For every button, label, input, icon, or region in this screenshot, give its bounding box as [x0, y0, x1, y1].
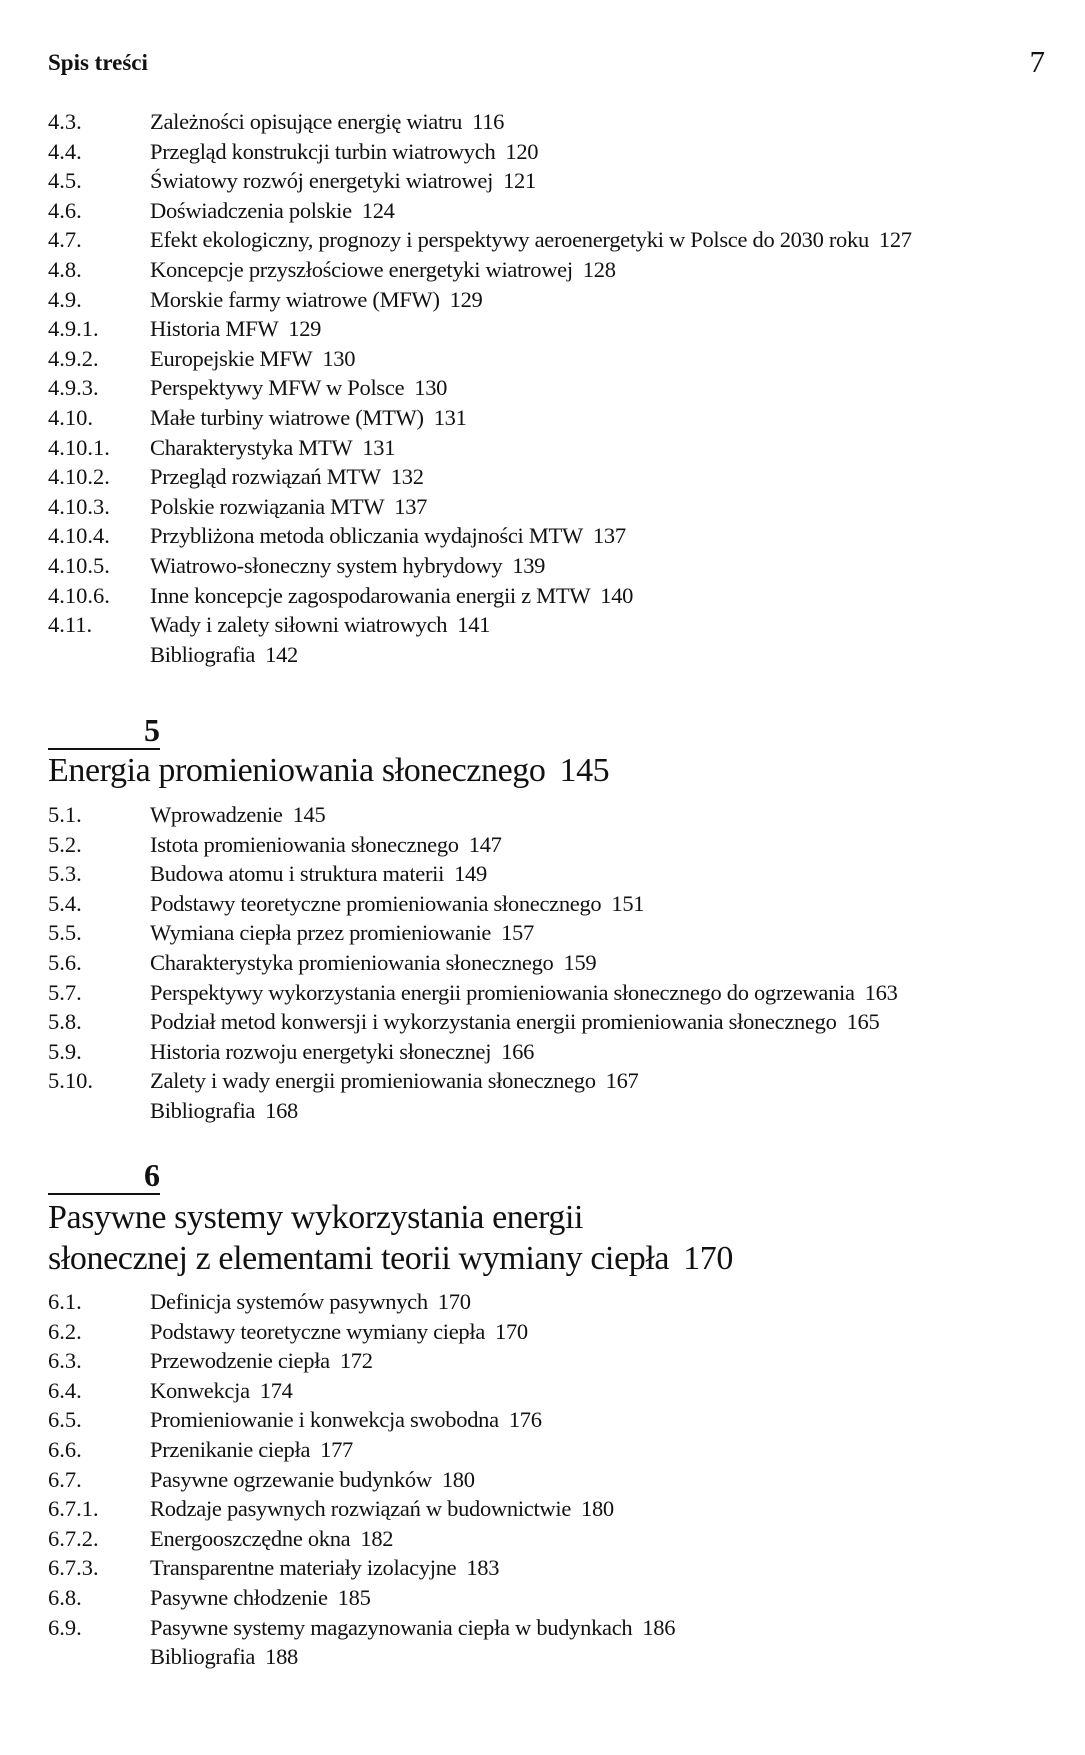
- toc-entry-number: 5.8.: [48, 1009, 82, 1035]
- toc-entry-title: Morskie farmy wiatrowe (MFW): [150, 286, 440, 312]
- toc-entry-title: Historia rozwoju energetyki słonecznej: [150, 1038, 492, 1064]
- toc-entry-text-wrap: [150, 978, 898, 1008]
- toc-entry: [48, 1066, 1048, 1096]
- toc-entry: [48, 918, 1048, 948]
- toc-entry-title: Pasywne systemy magazynowania ciepła w budynkach: [150, 1614, 633, 1640]
- toc-entry: [48, 978, 1048, 1008]
- chapter-6-marker: [48, 1153, 160, 1195]
- toc-entry-text-wrap: [150, 1287, 471, 1317]
- toc-entry-page: 132: [390, 464, 424, 490]
- toc-entry-title: Energooszczędne okna: [150, 1525, 351, 1551]
- toc-entry-page: 124: [361, 197, 395, 223]
- toc-entry-number: 4.10.5.: [48, 552, 110, 578]
- toc-entry-page: 159: [563, 949, 597, 975]
- toc-entry-number: 6.3.: [48, 1348, 82, 1374]
- toc-entry-page: 167: [605, 1068, 639, 1094]
- toc-entry-title: Wymiana ciepła przez promieniowanie: [150, 920, 492, 946]
- toc-entry-number: 6.1.: [48, 1289, 82, 1314]
- toc-entry: [48, 1007, 1048, 1037]
- toc-entry-text-wrap: [150, 255, 616, 285]
- toc-entry-title: Definicja systemów pasywnych: [150, 1289, 428, 1314]
- toc-entry-number: 4.10.4.: [48, 523, 110, 549]
- toc-entry-text-wrap: [150, 1553, 499, 1583]
- toc-entry-number: 5.9.: [48, 1038, 82, 1064]
- toc-entry-title: Istota promieniowania słonecznego: [150, 831, 459, 857]
- toc-entry-number: 4.10.1.: [48, 434, 110, 460]
- toc-entry-title: Przewodzenie ciepła: [150, 1348, 330, 1374]
- toc-entry: [48, 1583, 1048, 1613]
- chapter-6-number: 6: [144, 1157, 160, 1193]
- toc-entry-page: 186: [642, 1614, 676, 1640]
- toc-entry-number: 4.8.: [48, 256, 82, 282]
- toc-entry-text-wrap: [150, 1465, 475, 1495]
- toc-entry: [48, 859, 1048, 889]
- toc-entry-title: Bibliografia: [150, 1097, 256, 1123]
- toc-entry: [48, 581, 1048, 611]
- toc-entry: [48, 948, 1048, 978]
- toc-entry-title: Zależności opisujące energię wiatru: [150, 109, 463, 134]
- toc-entry: [48, 196, 1048, 226]
- toc-entry-text-wrap: [150, 1007, 879, 1037]
- toc-entry-title: Koncepcje przyszłościowe energetyki wiatrowej: [150, 256, 573, 282]
- toc-entry-text-wrap: [150, 1583, 371, 1613]
- toc-entry-number: 5.5.: [48, 920, 82, 946]
- toc-entry-page: 180: [581, 1496, 614, 1522]
- toc-section-chapter6: [48, 1287, 1048, 1672]
- toc-entry-page: 131: [433, 404, 467, 430]
- toc-entry-number: 4.5.: [48, 168, 82, 194]
- toc-entry-page: 147: [468, 831, 502, 857]
- toc-entry-number: 6.7.: [48, 1466, 82, 1492]
- toc-entry-number: 5.6.: [48, 949, 82, 975]
- toc-entry: [48, 551, 1048, 581]
- running-title: Spis treści: [48, 50, 148, 75]
- toc-entry-title: Historia MFW: [150, 316, 279, 342]
- toc-entry-page: 172: [339, 1348, 373, 1374]
- toc-entry-title: Podstawy teoretyczne promieniowania słonecznego: [150, 890, 602, 916]
- toc-entry-title: Inne koncepcje zagospodarowania energii z MTW: [150, 582, 591, 608]
- toc-entry-title: Pasywne chłodzenie: [150, 1584, 328, 1610]
- toc-entry-text-wrap: [150, 1435, 353, 1465]
- chapter-5-page: 145: [559, 752, 610, 789]
- toc-entry: [48, 521, 1048, 551]
- toc-entry-page: 170: [495, 1318, 528, 1344]
- toc-entry-title: Efekt ekologiczny, prognozy i perspektywy aeroenergetyki w Polsce do 2030 roku: [150, 227, 869, 253]
- toc-entry-page: 182: [360, 1525, 394, 1551]
- toc-entry-text-wrap: [150, 889, 644, 919]
- toc-entry-number: 6.7.1.: [48, 1496, 99, 1522]
- toc-entry-page: 149: [454, 861, 487, 887]
- toc-entry: [48, 166, 1048, 196]
- toc-entry-title: Przegląd konstrukcji turbin wiatrowych: [150, 138, 496, 164]
- toc-entry-number: 4.4.: [48, 138, 82, 164]
- toc-entry-text-wrap: [150, 800, 325, 830]
- toc-entry-title: Charakterystyka MTW: [150, 434, 353, 460]
- toc-entry-title: Perspektywy wykorzystania energii promieniowania słonecznego do ogrzewania: [150, 979, 855, 1005]
- toc-entry-number: 6.9.: [48, 1614, 82, 1640]
- toc-entry-number: 4.6.: [48, 197, 82, 223]
- toc-entry-number: 6.7.3.: [48, 1555, 99, 1581]
- toc-entry-text-wrap: [150, 1642, 298, 1672]
- toc-entry-page: 185: [337, 1584, 371, 1610]
- toc-entry-number: 4.9.1.: [48, 316, 99, 342]
- toc-entry-page: 141: [457, 612, 491, 638]
- toc-entry: [48, 314, 1048, 344]
- toc-entry-text-wrap: [150, 196, 395, 226]
- toc-entry-title: Perspektywy MFW w Polsce: [150, 375, 405, 401]
- toc-entry-title: Podział metod konwersji i wykorzystania energii promieniowania słonecznego: [150, 1009, 837, 1035]
- toc-entry-page: 130: [322, 345, 356, 371]
- toc-entry-number: 4.10.6.: [48, 582, 110, 608]
- toc-entry-title: Konwekcja: [150, 1377, 250, 1403]
- toc-entry: [48, 1553, 1048, 1583]
- toc-entry-text-wrap: [150, 1096, 298, 1126]
- toc-entry-text-wrap: [150, 492, 427, 522]
- toc-entry: [48, 1096, 1048, 1126]
- toc-entry-page: 116: [472, 109, 505, 134]
- toc-entry-text-wrap: [150, 1066, 639, 1096]
- toc-entry-number: 4.7.: [48, 227, 82, 253]
- toc-entry-text-wrap: [150, 948, 596, 978]
- toc-entry-text-wrap: [150, 610, 490, 640]
- toc-entry-page: 121: [503, 168, 536, 194]
- toc-entry-title: Doświadczenia polskie: [150, 197, 352, 223]
- toc-entry-title: Transparentne materiały izolacyjne: [150, 1555, 457, 1581]
- chapter-5-marker: [48, 708, 160, 750]
- toc-section-chapter4-continued: [48, 107, 1048, 669]
- toc-entry-number: 6.4.: [48, 1377, 82, 1403]
- toc-entry-title: Wprowadzenie: [150, 802, 283, 827]
- toc-entry-text-wrap: [150, 1037, 534, 1067]
- toc-entry-title: Polskie rozwiązania MTW: [150, 493, 385, 519]
- toc-entry-page: 151: [611, 890, 645, 916]
- toc-entry-text-wrap: [150, 1613, 675, 1643]
- toc-entry-page: 142: [265, 641, 298, 667]
- toc-entry-page: 145: [292, 802, 326, 827]
- toc-entry-number: 5.4.: [48, 890, 82, 916]
- toc-entry: [48, 492, 1048, 522]
- toc-entry-page: 174: [259, 1377, 293, 1403]
- toc-entry-page: 127: [878, 227, 912, 253]
- toc-entry-text-wrap: [150, 1405, 542, 1435]
- toc-entry-text-wrap: [150, 344, 355, 374]
- toc-entry-number: 4.9.3.: [48, 375, 99, 401]
- toc-entry: [48, 1346, 1048, 1376]
- chapter-6-title-line2: słonecznej z elementami teorii wymiany ciepła: [48, 1240, 670, 1277]
- toc-entry-number: 4.10.3.: [48, 493, 110, 519]
- toc-entry-page: 131: [362, 434, 396, 460]
- toc-entry-title: Promieniowanie i konwekcja swobodna: [150, 1407, 499, 1433]
- toc-entry-text-wrap: [150, 462, 424, 492]
- toc-entry-page: 128: [582, 256, 616, 282]
- toc-entry-text-wrap: [150, 918, 534, 948]
- toc-entry-page: 176: [508, 1407, 542, 1433]
- chapter-6-title-line1: Pasywne systemy wykorzystania energii: [48, 1199, 584, 1236]
- toc-entry: [48, 1435, 1048, 1465]
- toc-entry-page: 129: [449, 286, 483, 312]
- toc-entry-page: 129: [288, 316, 322, 342]
- toc-entry-page: 163: [864, 979, 898, 1005]
- toc-entry: [48, 137, 1048, 167]
- toc-entry-text-wrap: [150, 166, 536, 196]
- toc-entry: [48, 373, 1048, 403]
- toc-entry-text-wrap: [150, 107, 504, 137]
- toc-entry-title: Podstawy teoretyczne wymiany ciepła: [150, 1318, 486, 1344]
- toc-entry: [48, 225, 1048, 255]
- toc-entry: [48, 830, 1048, 860]
- toc-entry-title: Światowy rozwój energetyki wiatrowej: [150, 168, 494, 194]
- toc-entry-number: 5.10.: [48, 1068, 93, 1094]
- toc-entry-text-wrap: [150, 403, 467, 433]
- toc-entry-text-wrap: [150, 1524, 393, 1554]
- toc-entry-text-wrap: [150, 551, 545, 581]
- toc-entry-page: 137: [592, 523, 626, 549]
- toc-entry-page: 170: [437, 1289, 471, 1314]
- toc-entry-number: 6.5.: [48, 1407, 82, 1433]
- toc-entry-number: 5.7.: [48, 979, 82, 1005]
- toc-entry-text-wrap: [150, 285, 483, 315]
- toc-entry-text-wrap: [150, 314, 321, 344]
- toc-entry: [48, 462, 1048, 492]
- chapter-5-title-text: Energia promieniowania słonecznego: [48, 752, 546, 789]
- toc-entry-text-wrap: [150, 581, 633, 611]
- toc-entry: [48, 610, 1048, 640]
- page-number: 7: [1029, 44, 1045, 79]
- toc-entry: [48, 640, 1048, 670]
- chapter-5-title: [48, 750, 1048, 791]
- toc-entry: [48, 1642, 1048, 1672]
- toc-entry-title: Bibliografia: [150, 1644, 256, 1670]
- toc-entry-page: 177: [320, 1436, 354, 1462]
- toc-entry-page: 188: [265, 1644, 298, 1670]
- toc-entry-page: 168: [265, 1097, 298, 1123]
- toc-entry: [48, 1613, 1048, 1643]
- toc-entry-title: Charakterystyka promieniowania słonecznego: [150, 949, 554, 975]
- toc-entry-text-wrap: [150, 830, 502, 860]
- toc-entry-title: Przegląd rozwiązań MTW: [150, 464, 381, 490]
- toc-entry-title: Małe turbiny wiatrowe (MTW): [150, 404, 424, 430]
- toc-entry: [48, 1376, 1048, 1406]
- toc-entry-number: 6.8.: [48, 1584, 82, 1610]
- toc-entry-text-wrap: [150, 1376, 293, 1406]
- toc-entry-page: 157: [501, 920, 534, 946]
- toc-entry: [48, 433, 1048, 463]
- toc-entry-number: 5.3.: [48, 861, 82, 887]
- chapter-6-page: 170: [683, 1240, 733, 1277]
- toc-entry-title: Europejskie MFW: [150, 345, 313, 371]
- toc-entry-number: 5.1.: [48, 802, 82, 827]
- toc-entry: [48, 1494, 1048, 1524]
- toc-entry-title: Pasywne ogrzewanie budynków: [150, 1466, 432, 1492]
- toc-entry-number: 4.10.: [48, 404, 93, 430]
- toc-entry-text-wrap: [150, 1346, 373, 1376]
- toc-entry-title: Budowa atomu i struktura materii: [150, 861, 445, 887]
- toc-entry-number: 4.3.: [48, 109, 82, 134]
- toc-entry: [48, 1524, 1048, 1554]
- toc-entry: [48, 285, 1048, 315]
- toc-entry-number: 4.9.: [48, 286, 82, 312]
- toc-entry-page: 183: [466, 1555, 500, 1581]
- toc-entry: [48, 1287, 1048, 1317]
- toc-entry: [48, 255, 1048, 285]
- toc-entry-text-wrap: [150, 137, 538, 167]
- toc-entry-text-wrap: [150, 640, 298, 670]
- toc-entry-text-wrap: [150, 859, 487, 889]
- toc-entry-page: 140: [600, 582, 634, 608]
- toc-entry: [48, 889, 1048, 919]
- toc-entry-page: 180: [441, 1466, 475, 1492]
- toc-entry-title: Przenikanie ciepła: [150, 1436, 311, 1462]
- toc-entry-text-wrap: [150, 1494, 614, 1524]
- toc-entry-number: 4.9.2.: [48, 345, 99, 371]
- toc-entry-number: 6.2.: [48, 1318, 82, 1344]
- running-header: [48, 40, 1045, 80]
- toc-entry-page: 137: [394, 493, 428, 519]
- toc-entry-title: Wady i zalety siłowni wiatrowych: [150, 612, 448, 638]
- toc-entry-page: 139: [512, 552, 546, 578]
- chapter-6-title: [48, 1197, 1048, 1279]
- toc-entry-title: Zalety i wady energii promieniowania słonecznego: [150, 1068, 596, 1094]
- toc-entry-number: 5.2.: [48, 831, 82, 857]
- toc-entry-title: Bibliografia: [150, 641, 256, 667]
- toc-entry-text-wrap: [150, 433, 395, 463]
- toc-entry: [48, 1405, 1048, 1435]
- toc-entry-page: 166: [501, 1038, 535, 1064]
- toc-entry: [48, 800, 1048, 830]
- toc-entry-title: Wiatrowo-słoneczny system hybrydowy: [150, 552, 503, 578]
- toc-entry-page: 120: [505, 138, 539, 164]
- toc-entry: [48, 344, 1048, 374]
- toc-entry-text-wrap: [150, 373, 447, 403]
- toc-entry-number: 4.10.2.: [48, 464, 110, 490]
- toc-entry: [48, 403, 1048, 433]
- toc-entry-number: 4.11.: [48, 612, 93, 638]
- toc-entry: [48, 1465, 1048, 1495]
- toc-section-chapter5: [48, 800, 1048, 1126]
- toc-entry-page: 165: [846, 1009, 880, 1035]
- toc-entry-text-wrap: [150, 521, 626, 551]
- toc-entry-text-wrap: [150, 1317, 528, 1347]
- toc-entry: [48, 1317, 1048, 1347]
- toc-entry: [48, 107, 1048, 137]
- toc-entry-number: 6.6.: [48, 1436, 82, 1462]
- toc-entry-page: 130: [414, 375, 448, 401]
- chapter-5-number: 5: [144, 712, 160, 748]
- toc-entry-text-wrap: [150, 225, 912, 255]
- toc-entry-title: Przybliżona metoda obliczania wydajności MTW: [150, 523, 583, 549]
- toc-entry-title: Rodzaje pasywnych rozwiązań w budownictwie: [150, 1496, 572, 1522]
- toc-entry-number: 6.7.2.: [48, 1525, 99, 1551]
- toc-entry: [48, 1037, 1048, 1067]
